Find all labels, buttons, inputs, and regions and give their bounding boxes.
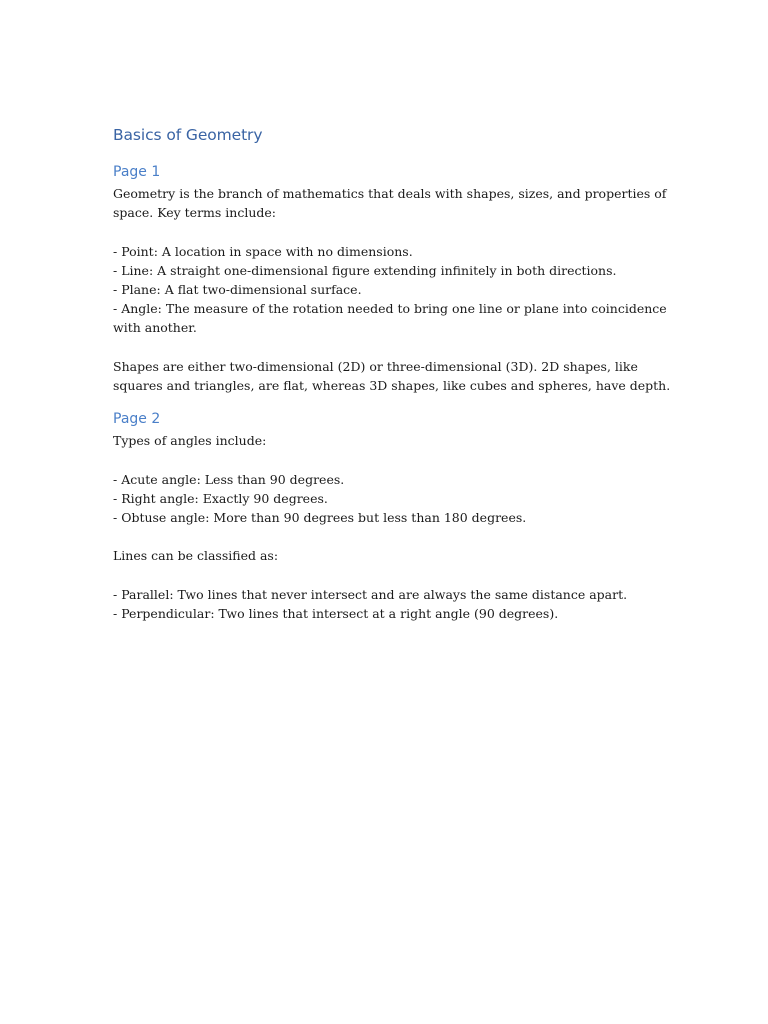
paragraph-gap [113, 566, 673, 585]
paragraph-gap [113, 450, 673, 469]
paragraph-gap [113, 338, 673, 357]
section-heading: Page 2 [113, 411, 161, 428]
list-item: - Point: A location in space with no dimensions. [113, 243, 413, 259]
intro-paragraph: Lines can be classified as: [113, 548, 279, 564]
list-item: - Acute angle: Less than 90 degrees. [113, 471, 345, 487]
closing-paragraph: Shapes are either two-dimensional (2D) or three-dimensional (3D). 2D shapes, like squares and triangles, are flat, whereas 3D shapes, like cubes and spheres, have depth. [113, 358, 671, 393]
list-item: - Perpendicular: Two lines that intersect at a right angle (90 degrees). [113, 605, 559, 621]
document-page [113, 124, 673, 637]
section-page-1 [113, 162, 673, 395]
angle-types-list [113, 470, 673, 528]
list-item: - Plane: A flat two-dimensional surface. [113, 282, 362, 297]
intro-paragraph: Geometry is the branch of mathematics that deals with shapes, sizes, and properties of space. Key terms include: [113, 186, 667, 221]
document-title: Basics of Geometry [113, 126, 263, 144]
list-item: - Parallel: Two lines that never intersect and are always the same distance apart. [113, 586, 628, 602]
list-item: - Right angle: Exactly 90 degrees. [113, 490, 328, 506]
intro-paragraph: Types of angles include: [113, 433, 267, 449]
section-heading: Page 1 [113, 164, 161, 180]
paragraph-gap [113, 527, 673, 546]
list-item: - Angle: The measure of the rotation needed to bring one line or plane into coincidence with another. [113, 301, 667, 336]
list-item: - Line: A straight one-dimensional figure extending infinitely in both directions. [113, 262, 617, 278]
section-page-2 [113, 409, 673, 623]
paragraph-gap [113, 222, 673, 241]
key-terms-list [113, 242, 673, 338]
line-types-list [113, 585, 673, 623]
list-item: - Obtuse angle: More than 90 degrees but less than 180 degrees. [113, 510, 527, 525]
